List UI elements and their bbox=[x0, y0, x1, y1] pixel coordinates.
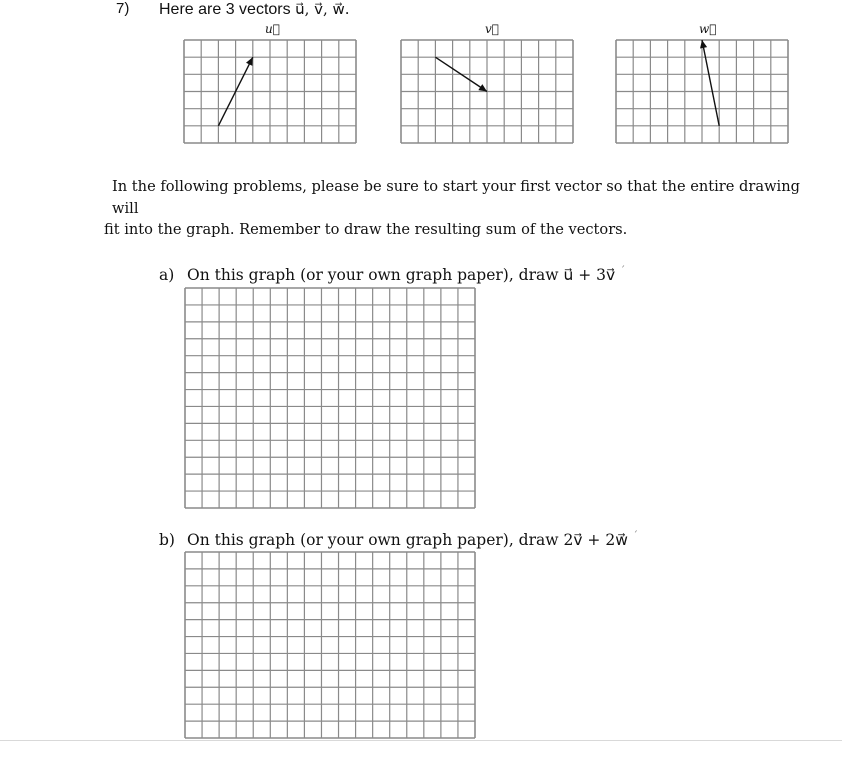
vector-w-arrow bbox=[700, 40, 719, 126]
problem-a-label: a) bbox=[159, 266, 175, 284]
vectors-math: u⃗, v⃗, w⃗. bbox=[295, 0, 350, 18]
problem-a-mark: ´ bbox=[620, 266, 626, 277]
instructions-paragraph bbox=[104, 176, 804, 241]
vector-v-label: v⃗ bbox=[485, 22, 499, 36]
problem-a-text: On this graph (or your own graph paper), draw bbox=[187, 266, 564, 284]
question-number: 7) bbox=[116, 0, 130, 17]
problem-b-text: On this graph (or your own graph paper), draw bbox=[187, 531, 564, 549]
vector-u-grid bbox=[184, 40, 356, 143]
question-prefix: Here are 3 vectors bbox=[159, 1, 296, 18]
problem-b-graph[interactable] bbox=[185, 552, 475, 738]
vector-w-grid bbox=[616, 40, 788, 143]
instructions-line-2: fit into the graph. Remember to draw the resulting sum of the vectors. bbox=[104, 221, 628, 238]
instructions-line-1: In the following problems, please be sure to start your first vector so that the entire drawing will bbox=[112, 178, 800, 217]
problem-a-math: u⃗ + 3v⃗ bbox=[563, 266, 616, 284]
question-text bbox=[159, 0, 350, 19]
vector-u-label: u⃗ bbox=[265, 22, 280, 36]
problem-a bbox=[159, 266, 625, 284]
vector-w-label: w⃗ bbox=[699, 22, 717, 36]
page-bottom-rule bbox=[0, 740, 842, 741]
problem-b bbox=[159, 531, 638, 549]
problem-b-label: b) bbox=[159, 531, 175, 549]
problem-a-graph[interactable] bbox=[185, 288, 475, 508]
vector-v-grid bbox=[401, 40, 573, 143]
problem-b-math: 2v⃗ + 2w⃗ bbox=[563, 531, 628, 549]
problem-b-mark: ´ bbox=[632, 531, 638, 542]
